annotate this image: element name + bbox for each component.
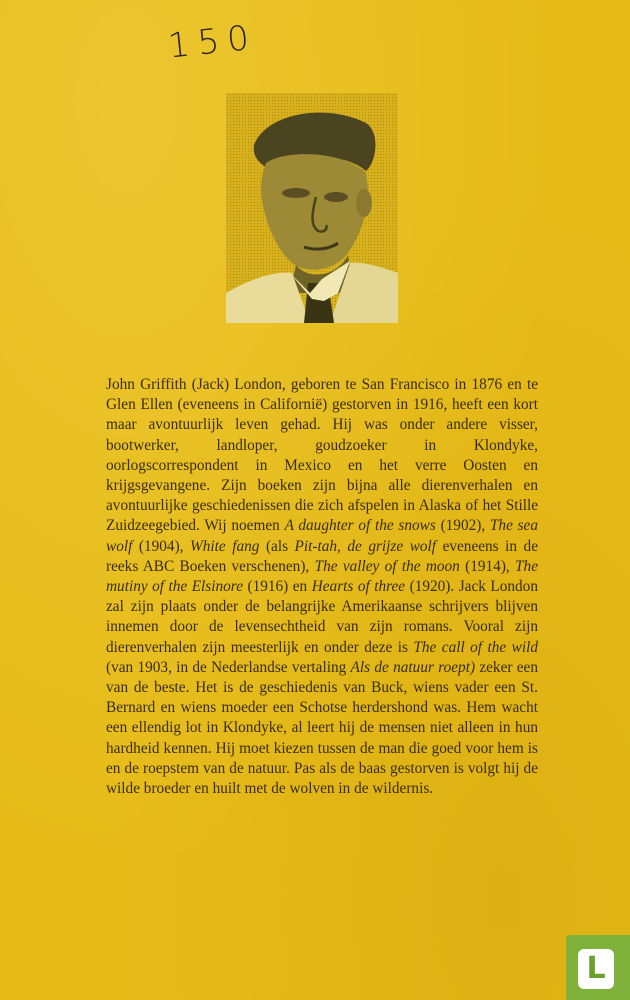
biography-text: zeker een van de beste. Het is de geschiedenis van Buck, wiens vader een St. Bernard en wiens moeder een Schotse herdershond was. Hem wacht een ellendig lot in Klondyke, al leert hij de mensen niet alleen in hun hardheid kennen. Hij moet kiezen tussen de man die goed voor hem is en de roepstem van de natuur. Pas als de baas gestorven is volgt hij de wilde broeder en huilt met de wolven in de wildernis. <box>106 658 538 798</box>
portrait-illustration <box>226 93 398 323</box>
letter-badge-icon <box>566 935 630 1000</box>
book-title: The call of the wild <box>413 638 538 656</box>
biography-text: eveneens in de reeks ABC Boeken verschenen), <box>106 537 538 575</box>
handwritten-number: 150 <box>166 17 259 67</box>
biography-text: (1902), <box>435 517 490 535</box>
book-title: The valley of the moon <box>314 557 460 575</box>
book-title: Als de natuur roept) <box>350 658 476 676</box>
book-title: The mutiny of the Elsinore <box>106 557 538 596</box>
biography-paragraph <box>106 375 538 799</box>
biography-text: (1904), <box>132 537 191 555</box>
book-title: Pit-tah, de grijze wolf <box>294 537 437 555</box>
biography-text: John Griffith (Jack) London, geboren te San Francisco in 1876 en te Glen Ellen (eveneens in Californië) gestorven in 1916, heeft een kort maar avontuurlijk leven gehad. Hij was onder andere visser, bootwerker, landloper, goudzoeker in Klondyke, oorlogscorrespondent in Mexico en het verre Oosten en krijgsgevangene. Zijn boeken zijn bijna alle dierenverhalen en avontuurlijke geschiedenissen die zich afspelen in Alaska of het Stille Zuidzeegebied. Wij noemen <box>106 376 538 535</box>
biography-text: (als <box>259 537 295 555</box>
book-title: White fang <box>190 537 260 555</box>
author-portrait-photo <box>226 93 398 323</box>
biography-text: (1916) en <box>242 578 312 596</box>
author-biography <box>106 375 538 799</box>
book-title: The sea wolf <box>106 517 538 555</box>
book-title: Hearts of three <box>311 578 406 596</box>
biography-text: (1920). Jack London zal zijn plaats onder de belangrijke Amerikaanse schrijvers blijven innemen door de levensechtheid van zijn romans. Vooral zijn dierenverhalen zijn meesterlijk en onder deze is <box>106 578 538 656</box>
biography-text: (1914), <box>459 557 516 575</box>
badge-letter: L <box>586 951 606 986</box>
book-title: A daughter of the snows <box>284 517 436 535</box>
biography-text: (van 1903, in de Nederlandse vertaling <box>106 658 351 676</box>
badge-label-box <box>578 949 614 989</box>
